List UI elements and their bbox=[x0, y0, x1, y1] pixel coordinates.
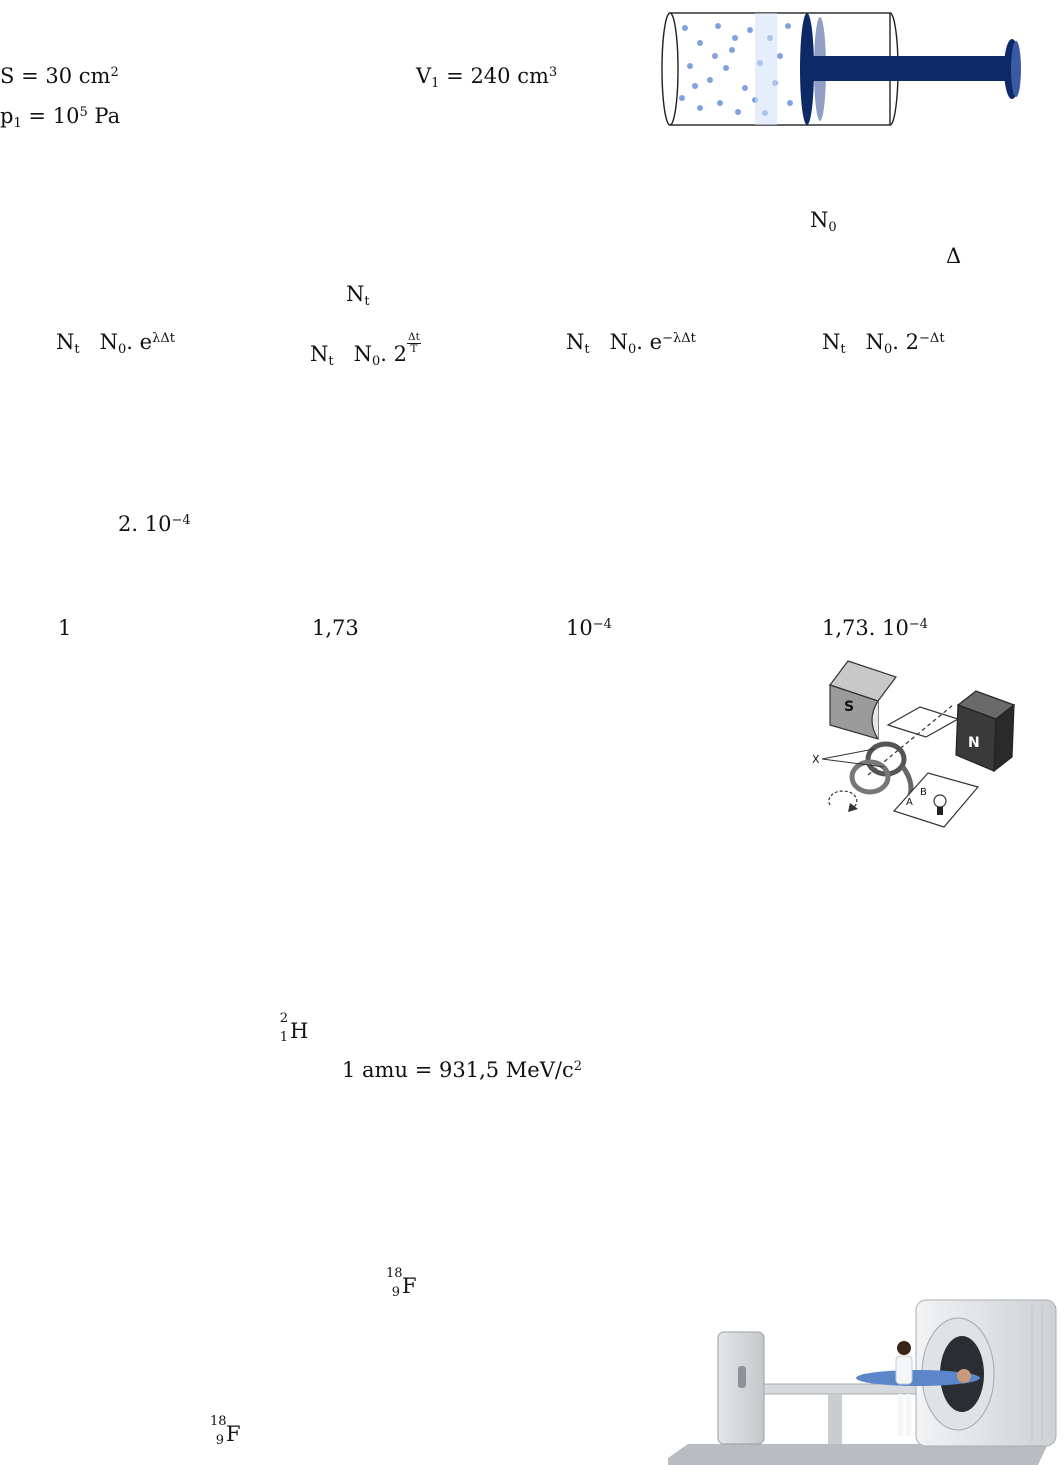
terminal-b-label: B bbox=[920, 787, 927, 798]
deuterium-nuclide: 2 1 H bbox=[279, 1011, 309, 1045]
patient-figure bbox=[856, 1369, 980, 1386]
pole-s-label: S bbox=[844, 699, 855, 715]
ratio-option-b: 1,73 bbox=[312, 616, 359, 640]
fluorine-nuclide-2: 18 9 F bbox=[210, 1414, 241, 1448]
terminal-a-label: A bbox=[906, 797, 913, 808]
ratio-option-a: 1 bbox=[58, 616, 72, 640]
pole-n-label: N bbox=[968, 735, 980, 751]
ratio-option-c: $10^{-4}$ bbox=[566, 616, 612, 640]
generator-illustration bbox=[808, 655, 1023, 845]
half-life-fraction: $\frac{\Delta t}{T}$ bbox=[408, 331, 420, 355]
piston-glass-band bbox=[755, 13, 777, 125]
magnet-north bbox=[956, 691, 1014, 771]
pressure-formula: $p_1 = 10^5$ Pa bbox=[0, 104, 121, 131]
svg-text:X: X bbox=[812, 753, 820, 766]
decay-option-d: $N_t$ $N_0$. $2^{-\Delta t}$ bbox=[822, 330, 945, 357]
fluorine-nuclide-1: 18 9 F bbox=[386, 1266, 417, 1300]
decay-option-c: $N_t$ $N_0$. $e^{-\lambda\Delta t}$ bbox=[566, 330, 696, 357]
given-ratio: 2. $10^{-4}$ bbox=[118, 512, 191, 536]
syringe-illustration bbox=[660, 8, 1030, 133]
decay-option-a: $N_t$ $N_0$. $e^{\lambda\Delta t}$ bbox=[56, 330, 175, 357]
ratio-option-d: 1,73. $10^{-4}$ bbox=[822, 616, 929, 640]
rotation-arrow-icon bbox=[829, 791, 858, 812]
area-formula: S = 30 $cm^2$ bbox=[0, 64, 119, 88]
syringe-plunger bbox=[800, 13, 1021, 125]
n0-symbol: $N_0$ bbox=[810, 208, 837, 235]
scanner-base bbox=[668, 1444, 1048, 1465]
magnet-south bbox=[830, 661, 896, 739]
delta-symbol: Δ bbox=[946, 244, 962, 268]
nt-symbol: $N_t$ bbox=[346, 282, 370, 309]
pet-scanner-photo bbox=[668, 1296, 1060, 1465]
volume-formula: $V_1 = 240$ $cm^3$ bbox=[416, 64, 558, 91]
amu-conversion: 1 amu = 931,5 MeV/$c^2$ bbox=[342, 1058, 582, 1082]
decay-option-b: $N_t$ $N_0$. 2 $\frac{\Delta t}{T}$ bbox=[310, 331, 420, 369]
scanner-console bbox=[718, 1332, 764, 1444]
